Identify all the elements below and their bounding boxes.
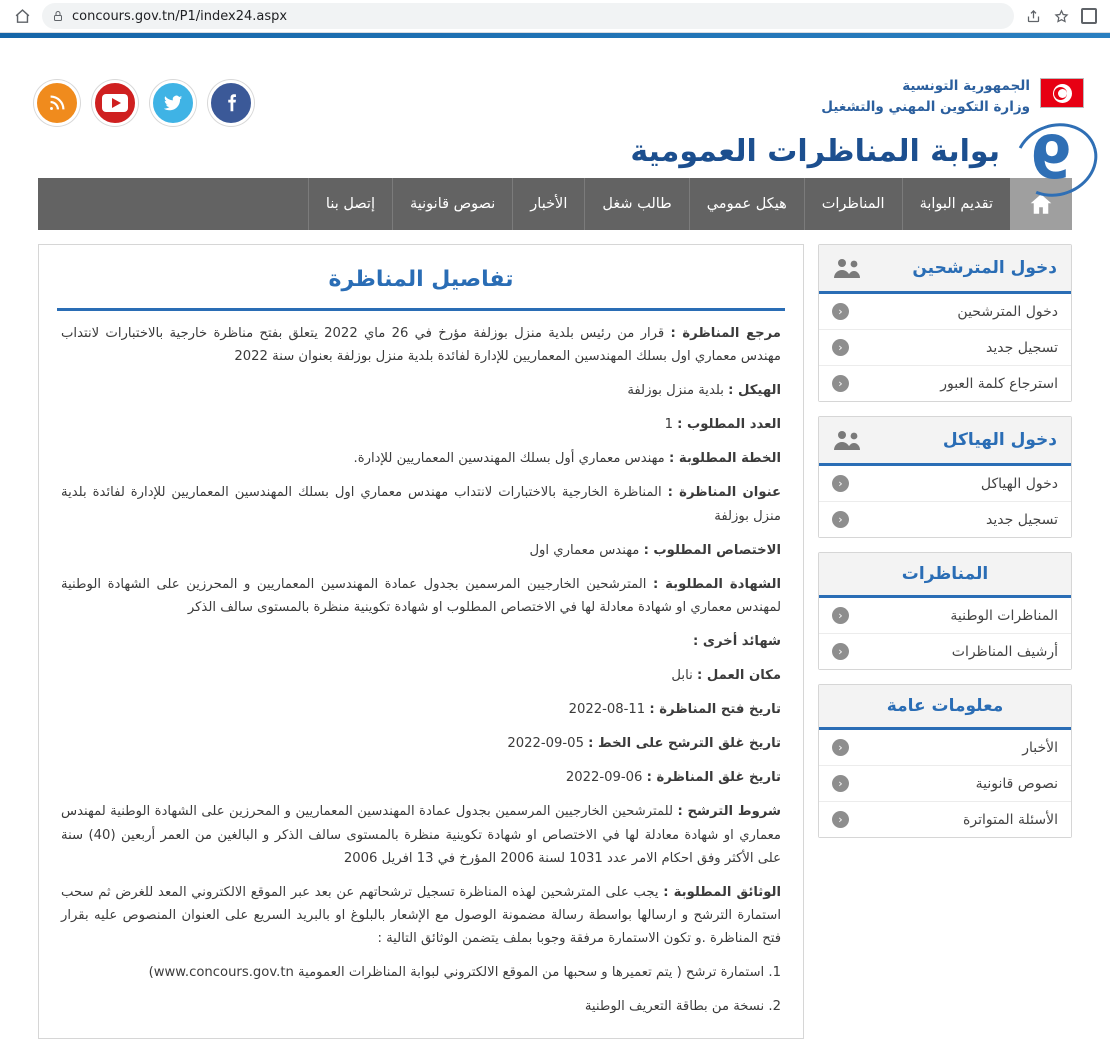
sidebar <box>818 244 1072 838</box>
detail-row-reference <box>61 311 781 368</box>
document-item-text: 2. نسخة من بطاقة التعريف الوطنية <box>584 999 781 1015</box>
sidebar-item-national-concours[interactable] <box>819 598 1071 634</box>
star-icon[interactable] <box>1048 3 1074 29</box>
nav-label: المناظرات <box>821 196 885 212</box>
detail-key: الاختصاص المطلوب : <box>643 542 781 558</box>
page-body <box>0 33 1110 1015</box>
detail-value: 2022-08-11 <box>568 702 646 718</box>
profile-icon[interactable] <box>1076 3 1102 29</box>
detail-row-speciality <box>61 528 781 562</box>
details-list <box>39 311 803 1018</box>
nav-label: طالب شغل <box>602 196 672 212</box>
nav-item-presentation[interactable] <box>902 178 1010 230</box>
detail-value: المناظرة الخارجية بالاختبارات لانتداب مهندس معماري اول بسلك المهندسين المعماريين للإدارة لفائدة بلدية منزل بوزلفة <box>61 485 781 524</box>
detail-key: الوثائق المطلوبة : <box>663 884 781 900</box>
document-item <box>61 950 781 984</box>
nav-label: نصوص قانونية <box>409 196 496 212</box>
detail-key: مكان العمل : <box>696 668 781 684</box>
chevron-left-icon: ‹ <box>832 375 849 392</box>
chevron-left-icon: ‹ <box>832 339 849 356</box>
sidebar-item-news[interactable] <box>819 730 1071 766</box>
page-title: بوابة المناظرات العمومية <box>630 134 1000 169</box>
detail-value: مهندس معماري اول <box>529 542 640 558</box>
tunisia-flag-icon <box>1040 78 1084 108</box>
detail-row-required-documents <box>61 870 781 950</box>
chevron-left-icon: ‹ <box>832 739 849 756</box>
sidebar-item-label: الأسئلة المتواترة <box>963 811 1058 828</box>
detail-key: الهيكل : <box>728 383 781 399</box>
detail-value: يجب على المترشحين لهذه المناظرة تسجيل ترشحاتهم عن بعد عبر الموقع الالكتروني المعد للغرض ثم سحب استمارة الترشح و ارسالها بواسطة رسالة مضمونة الوصول مع الإشعار بالبلوغ او بالبريد السريع على العنوان المنصوص عليه بقرار فتح المناظرة .و تكون الاستمارة مرفقة وجوبا بملف يتضمن الوثائق التالية : <box>61 884 781 946</box>
detail-row-position <box>61 436 781 470</box>
portal-logo-icon: 9 <box>1014 124 1098 196</box>
sidebar-item-structure-login[interactable] <box>819 466 1071 502</box>
twitter-icon[interactable] <box>150 80 196 126</box>
detail-key: شهائد أخرى : <box>693 633 781 649</box>
sidebar-item-label: الأخبار <box>1022 739 1058 756</box>
chevron-left-icon: ‹ <box>832 511 849 528</box>
address-bar[interactable] <box>42 3 1014 29</box>
panel-structure-login <box>818 416 1072 538</box>
sidebar-item-password-recovery[interactable] <box>819 366 1071 401</box>
chevron-left-icon: ‹ <box>832 475 849 492</box>
nav-item-news[interactable] <box>512 178 584 230</box>
panel-concours <box>818 552 1072 670</box>
panel-general-info <box>818 684 1072 838</box>
nav-label: تقديم البوابة <box>919 196 993 212</box>
detail-value: نابل <box>671 668 693 684</box>
nav-item-job-seeker[interactable] <box>584 178 688 230</box>
site-header <box>0 38 1110 193</box>
browser-toolbar-right <box>1020 3 1102 29</box>
detail-key: شروط الترشح : <box>677 804 781 820</box>
sidebar-item-label: نصوص قانونية <box>975 775 1058 792</box>
chevron-left-icon: ‹ <box>832 607 849 624</box>
main-navigation <box>38 178 1072 230</box>
chevron-left-icon: ‹ <box>832 643 849 660</box>
chevron-left-icon: ‹ <box>832 811 849 828</box>
lock-icon <box>52 10 64 22</box>
detail-key: تاريخ فتح المناظرة : <box>649 702 781 718</box>
gov-line-2: وزارة التكوين المهني والتشغيل <box>821 98 1030 115</box>
detail-key: الشهادة المطلوبة : <box>652 576 781 592</box>
concours-details-card <box>38 244 804 1039</box>
sidebar-item-candidate-login[interactable] <box>819 294 1071 330</box>
nav-item-contact[interactable] <box>308 178 392 230</box>
detail-key: العدد المطلوب : <box>677 417 781 433</box>
nav-label: إتصل بنا <box>325 196 375 212</box>
sidebar-item-label: تسجيل جديد <box>986 339 1058 356</box>
detail-value: بلدية منزل بوزلفة <box>627 383 724 399</box>
panel-title: دخول الهياكل <box>942 430 1057 450</box>
card-title: تفاصيل المناظرة <box>57 245 785 311</box>
panel-title: المناظرات <box>901 564 989 584</box>
sidebar-item-label: تسجيل جديد <box>986 511 1058 528</box>
social-links <box>34 80 254 126</box>
nav-label: الأخبار <box>530 196 568 212</box>
detail-row-conditions <box>61 789 781 869</box>
browser-toolbar <box>0 0 1110 33</box>
document-item <box>61 984 781 1018</box>
nav-item-legal-texts[interactable] <box>392 178 512 230</box>
detail-row-required-diploma <box>61 562 781 619</box>
panel-title: دخول المترشحين <box>912 258 1057 278</box>
facebook-icon[interactable] <box>208 80 254 126</box>
nav-item-public-structure[interactable] <box>689 178 804 230</box>
sidebar-item-label: دخول الهياكل <box>980 475 1058 492</box>
gov-line-1: الجمهورية التونسية <box>902 78 1030 94</box>
sidebar-item-legal-texts[interactable] <box>819 766 1071 802</box>
detail-key: تاريخ غلق الترشح على الخط : <box>588 736 781 752</box>
detail-value: 2022-09-05 <box>507 736 584 752</box>
nav-label: هيكل عمومي <box>706 196 787 212</box>
sidebar-item-label: استرجاع كلمة العبور <box>940 375 1058 392</box>
sidebar-item-faq[interactable] <box>819 802 1071 837</box>
users-icon <box>833 256 863 280</box>
detail-row-structure <box>61 368 781 402</box>
panel-header <box>819 685 1071 730</box>
detail-value: المترشحين الخارجيين المرسمين بجدول عمادة المهندسين المعماريين و المحرزين على الشهادة الوطنية لمهندس معماري او شهادة معادلة لها في الاختصاص المطلوب او شهادة تكوينية منظرة بالمستوى سالف الذكر <box>61 576 781 615</box>
rss-icon[interactable] <box>34 80 80 126</box>
sidebar-item-label: المناظرات الوطنية <box>950 607 1058 624</box>
sidebar-item-candidate-register[interactable] <box>819 330 1071 366</box>
chevron-left-icon: ‹ <box>832 303 849 320</box>
detail-value: للمترشحين الخارجيين المرسمين بجدول عمادة المهندسين المعماريين و المحرزين على الشهادة الوطنية لمهندس معماري او شهادة معادلة لها في الاختصاص او شهادة تكوينية منظرة بالمستوى سالف الذكر و البالغين من العمر أربعين (40) سنة على الأكثر وفق احكام الامر عدد 1031 لسنة 2006 المؤرخ في 13 افريل 2006 <box>61 804 781 866</box>
sidebar-item-structure-register[interactable] <box>819 502 1071 537</box>
share-icon[interactable] <box>1020 3 1046 29</box>
home-icon[interactable] <box>8 2 36 30</box>
detail-row-concours-title <box>61 470 781 527</box>
detail-row-close-date <box>61 755 781 789</box>
address-bar-url: concours.gov.tn/P1/index24.aspx <box>72 8 288 24</box>
detail-value: 1 <box>664 417 673 433</box>
government-heading <box>821 76 1030 118</box>
sidebar-item-concours-archive[interactable] <box>819 634 1071 669</box>
detail-row-positions-count <box>61 402 781 436</box>
panel-header <box>819 417 1071 466</box>
detail-key: عنوان المناظرة : <box>667 485 781 501</box>
sidebar-item-label: أرشيف المناظرات <box>951 643 1058 660</box>
panel-title: معلومات عامة <box>886 696 1004 716</box>
youtube-icon[interactable] <box>92 80 138 126</box>
content-area <box>38 244 1072 1039</box>
sidebar-item-label: دخول المترشحين <box>957 303 1058 320</box>
detail-key: مرجع المناظرة : <box>670 326 781 341</box>
detail-key: تاريخ غلق المناظرة : <box>646 770 781 786</box>
panel-header <box>819 245 1071 294</box>
panel-header <box>819 553 1071 598</box>
detail-row-work-location <box>61 653 781 687</box>
nav-item-concours[interactable] <box>804 178 902 230</box>
panel-candidate-login <box>818 244 1072 402</box>
detail-key: الخطة المطلوبة : <box>668 451 781 467</box>
document-item-text: 1. استمارة ترشح ( يتم تعميرها و سحبها من الموقع الالكتروني لبوابة المناظرات العمومية www.concours.gov.tn) <box>148 964 781 980</box>
detail-value: قرار من رئيس بلدية منزل بوزلفة مؤرخ في 26 ماي 2022 يتعلق بفتح مناظرة خارجية بالاختبارات لانتداب مهندس معماري اول بسلك المهندسين المعماريين للإدارة لفائدة بلدية منزل بوزلفة بعنوان سنة 2022 <box>61 326 781 365</box>
users-icon <box>833 428 863 452</box>
detail-value: 2022-09-06 <box>565 770 643 786</box>
detail-row-online-close-date <box>61 721 781 755</box>
detail-row-open-date <box>61 687 781 721</box>
chevron-left-icon: ‹ <box>832 775 849 792</box>
detail-row-other-diplomas <box>61 619 781 653</box>
detail-value: مهندس معماري أول بسلك المهندسين المعماريين للإدارة. <box>353 451 665 467</box>
